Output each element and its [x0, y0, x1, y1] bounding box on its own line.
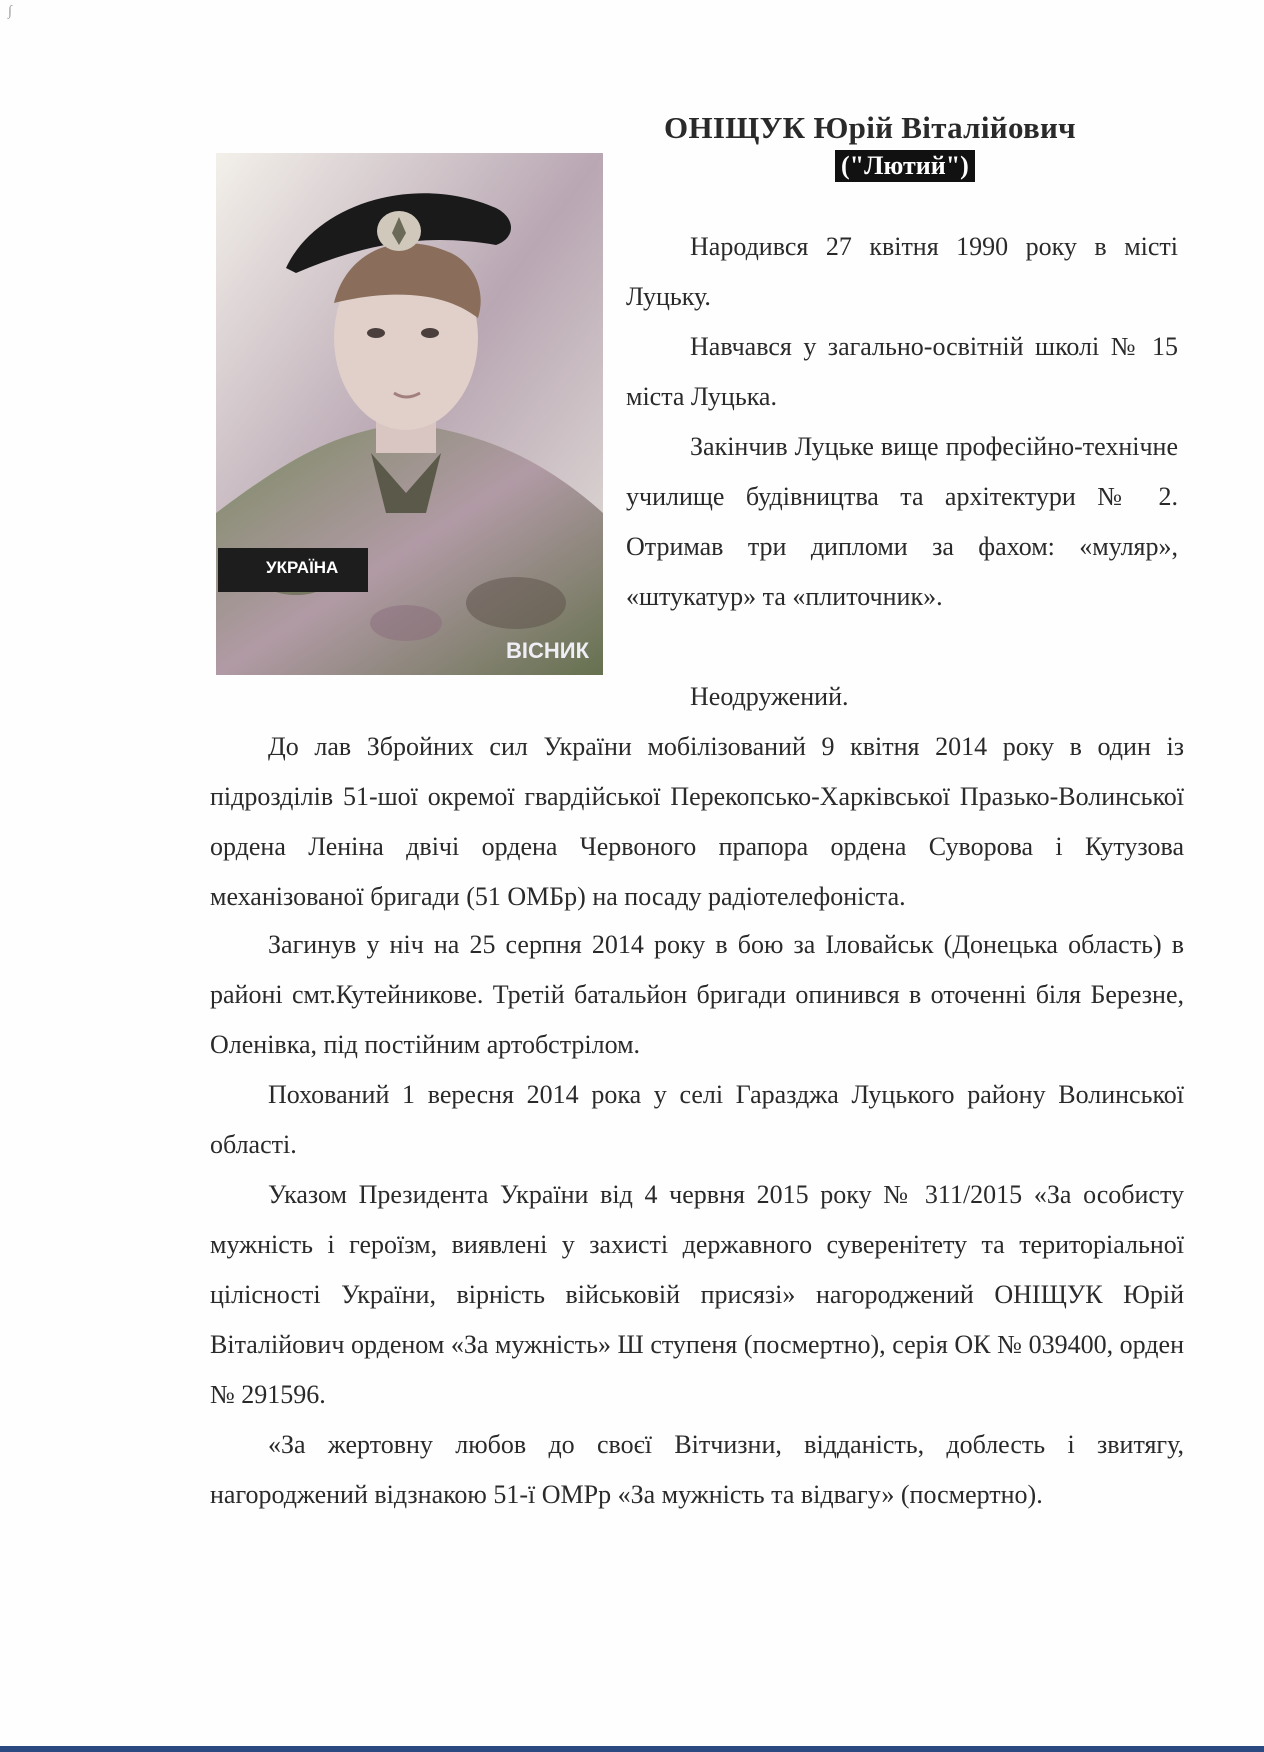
paragraph-award: «За жертовну любов до своєї Вітчизни, відданість, доблесть і звитягу, нагороджений відзнакою 51-ї ОМРр «За мужність та відвагу» (посмертно).	[210, 1430, 1184, 1509]
paragraph-buried: Похований 1 вересня 2014 рока у селі Гаразджа Луцького району Волинської області.	[210, 1080, 1184, 1159]
paragraph-decree: Указом Президента України від 4 червня 2015 року № 311/2015 «За особисту мужність і героїзм, виявлені у захисті державного суверенітету та територіальної цілісності України, вірність військовій присязі» нагороджений ОНІЩУК Юрій Віталійович орденом «За мужність» Ш ступеня (посмертно), серія ОК № 039400, орден № 291596.	[210, 1180, 1184, 1409]
paragraph-mobilized: До лав Збройних сил України мобілізований 9 квітня 2014 року в один із підрозділів 51-шої окремої гвардійської Перекопсько-Харківської Празько-Волинської ордена Леніна двічі ордена Червоного прапора ордена Суворова і Кутузова механізованої бригади (51 ОМБр) на посаду радіотелефоніста.	[210, 732, 1184, 911]
paragraph-school: Навчався у загально-освітній школі № 15 міста Луцька.	[626, 332, 1178, 411]
paragraph-died: Загинув у ніч на 25 серпня 2014 року в бою за Іловайськ (Донецька область) в районі смт.Кутейникове. Третій батальйон бригади опинився в оточенні біля Березне, Оленівка, під постійним артобстрілом.	[210, 930, 1184, 1059]
person-nickname: ("Лютий")	[835, 150, 975, 182]
portrait-illustration	[216, 153, 603, 675]
scan-edge	[0, 1746, 1264, 1752]
paragraph-marital-status: Неодружений.	[690, 682, 849, 711]
person-name: ОНІЩУК Юрій Віталійович	[664, 110, 1076, 145]
paragraph-college: Закінчив Луцьке вище професійно-технічне училище будівництва та архітектури № 2. Отримав три дипломи за фахом: «муляр», «штукатур» та «плиточник».	[626, 432, 1178, 611]
scan-mark: ∫	[8, 4, 12, 19]
portrait-photo	[216, 153, 603, 675]
watermark-text: ВІСНИК	[506, 638, 590, 663]
chevron-text: УКРАЇНА	[266, 558, 339, 577]
paragraph-born: Народився 27 квітня 1990 року в місті Луцьку.	[626, 232, 1178, 311]
